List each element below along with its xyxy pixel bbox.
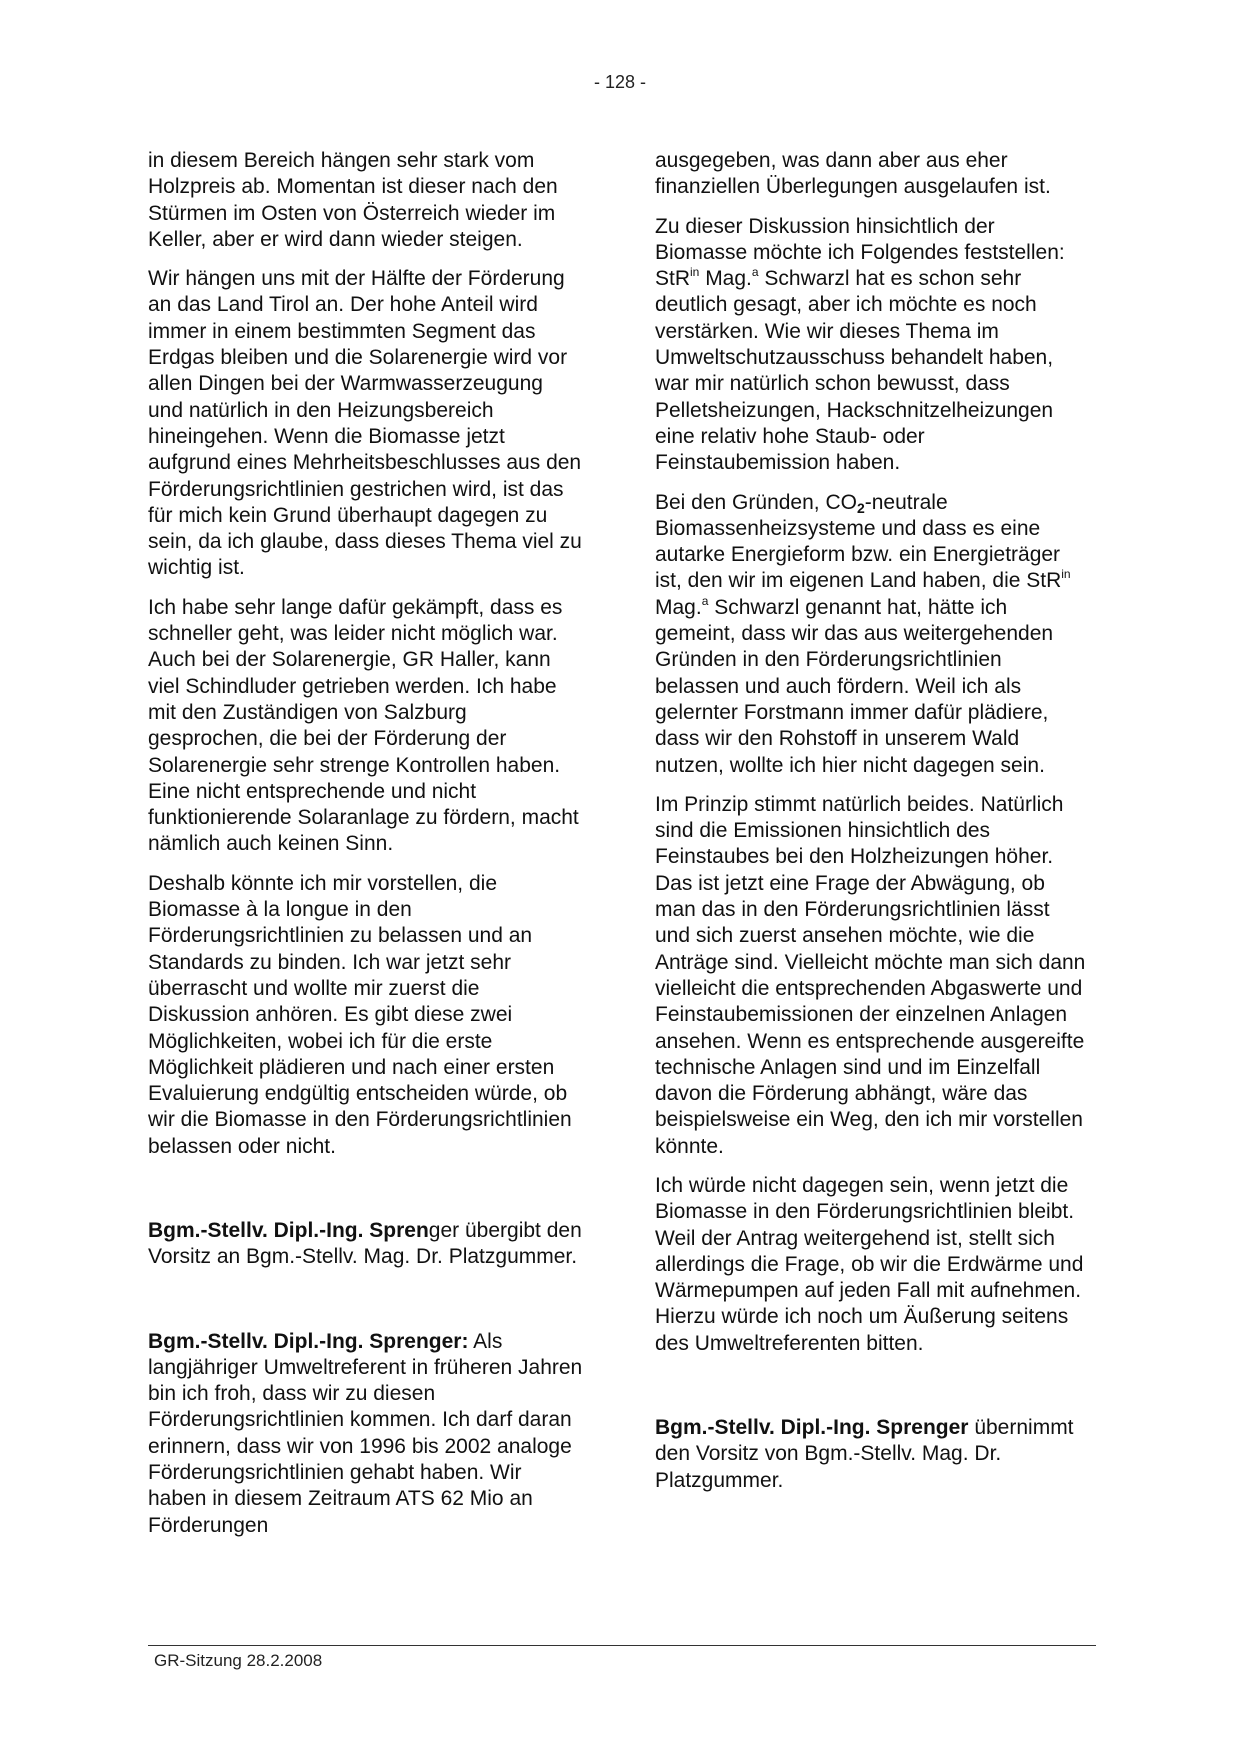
paragraph [655, 214, 1090, 477]
paragraph: Wir hängen uns mit der Hälfte der Förderung an das Land Tirol an. Der hohe Anteil wird immer in einem bestimmten Segment das Erdgas bleiben und die Solarenergie wird vor allen Dingen bei der Warmwasserzeugung und natürlich in den Heizungsbereich hineingehen. Wenn die Biomasse jetzt aufgrund eines Mehrheitsbeschlusses aus den Förderungsrichtlinien gestrichen wird, ist das für mich kein Grund überhaupt dagegen zu sein, da ich glaube, dass dieses Thema viel zu wichtig ist. [148, 267, 582, 580]
paragraph-text: übernimmt den Vorsitz von Bgm.-Stellv. Mag. Dr. Platzgummer. [655, 1416, 1074, 1492]
footer-divider [148, 1645, 1096, 1646]
footer-text: GR-Sitzung 28.2.2008 [154, 1651, 323, 1670]
superscript: a [701, 593, 709, 608]
paragraph-text: Als langjähriger Umweltreferent in früheren Jahren bin ich froh, dass wir zu diesen Förderungsrichtlinien kommen. Ich darf daran erinnern, dass wir von 1996 bis 2002 analoge Förderungsrichtlinien gehabt haben. Wir haben in diesem Zeitraum ATS 62 Mio an Förderungen [148, 1329, 583, 1537]
paragraph [655, 490, 1090, 779]
superscript: in [1061, 567, 1071, 582]
right-column [655, 148, 1090, 1507]
speaker-paragraph [655, 1415, 1090, 1494]
paragraph-text: Mag. [655, 595, 702, 619]
paragraph: Ich habe sehr lange dafür gekämpft, dass es schneller geht, was leider nicht möglich war. Auch bei der Solarenergie, GR Haller, kann viel Schindluder getrieben werden. Ich habe mit den Zuständigen von Salzburg gesprochen, die bei der Förderung der Solarenergie sehr strenge Kontrollen haben. Eine nicht entsprechende und nicht funktionierende Solaranlage zu fördern, macht nämlich auch keinen Sinn. [148, 595, 579, 856]
paragraph-text: Bei den Gründen, CO [655, 490, 857, 514]
paragraph-text: Mag. [699, 267, 752, 291]
speaker-name: Bgm.-Stellv. Dipl.-Ing. Sprenger: [148, 1329, 469, 1353]
paragraph-text: -neutrale Biomassenheizsysteme und dass es eine autarke Energieform bzw. ein Energieträger ist, den wir im eigenen Land haben, die StR [655, 490, 1062, 593]
paragraph: in diesem Bereich hängen sehr stark vom Holzpreis ab. Momentan ist dieser nach den Stürmen im Osten von Österreich wieder im Keller, aber er wird dann wieder steigen. [148, 149, 558, 251]
speaker-paragraph [148, 1218, 583, 1271]
paragraph-text: Zu dieser Diskussion hinsichtlich der Biomasse möchte ich Folgendes feststellen: StR [655, 214, 1065, 291]
paragraph: Ich würde nicht dagegen sein, wenn jetzt die Biomasse in den Förderungsrichtlinien bleibt. Weil der Antrag weitergehend ist, stellt sich allerdings die Frage, ob wir die Erdwärme und Wärmepumpen auf jeden Fall mit aufnehmen. Hierzu würde ich noch um Äußerung seitens des Umweltreferenten bitten. [655, 1173, 1084, 1355]
speaker-paragraph [148, 1329, 583, 1539]
paragraph: Im Prinzip stimmt natürlich beides. Natürlich sind die Emissionen hinsichtlich des Feinstaubes bei den Holzheizungen höher. Das ist jetzt eine Frage der Abwägung, ob man das in den Förderungsrichtlinien lässt und sich zuerst ansehen möchte, wie die Anträge sind. Vielleicht möchte man sich dann vielleicht die entsprechenden Abgaswerte und Feinstaubemissionen der einzelnen Anlagen ansehen. Wenn es entsprechende ausgereifte technische Anlagen sind und im Einzelfall davon die Förderung abhängt, wäre das beispielsweise ein Weg, den ich mir vorstellen könnte. [655, 792, 1086, 1158]
paragraph-text: ger übergibt den Vorsitz an Bgm.-Stellv. Mag. Dr. Platzgummer. [148, 1218, 582, 1269]
page-number: - 128 - [593, 72, 647, 92]
superscript: in [690, 265, 700, 280]
left-column [148, 148, 583, 1552]
paragraph: ausgegeben, was dann aber aus eher finanziellen Überlegungen ausgelaufen ist. [655, 149, 1051, 199]
speaker-name: Bgm.-Stellv. Dipl.-Ing. Sprenger [655, 1416, 969, 1440]
paragraph-text: Schwarzl genannt hat, hätte ich gemeint, dass wir das aus weitergehenden Gründen in den Förderungsrichtlinien belassen und auch fördern. Weil ich als gelernter Forstmann immer dafür plädiere, dass wir den Rohstoff in unserem Wald nutzen, wollte ich hier nicht dagegen sein. [655, 595, 1054, 777]
speaker-name: Bgm.-Stellv. Dipl.-Ing. Spren [148, 1218, 429, 1242]
superscript: a [751, 265, 759, 280]
paragraph-text: Schwarzl hat es schon sehr deutlich gesagt, aber ich möchte es noch verstärken. Wie wir dieses Thema im Umweltschutzausschuss behandelt haben, war mir natürlich schon bewusst, dass Pelletsheizungen, Hackschnitzelheizungen eine relativ hohe Staub- oder Feinstaubemission haben. [655, 267, 1054, 475]
paragraph: Deshalb könnte ich mir vorstellen, die Biomasse à la longue in den Förderungsrichtlinien zu belassen und an Standards zu binden. Ich war jetzt sehr überrascht und wollte mir zuerst die Diskussion anhören. Es gibt diese zwei Möglichkeiten, wobei ich für die erste Möglichkeit plädieren und nach einer ersten Evaluierung endgültig entscheiden würde, ob wir die Biomasse in den Förderungsrichtlinien belassen oder nicht. [148, 871, 572, 1158]
subscript: 2 [856, 499, 865, 516]
